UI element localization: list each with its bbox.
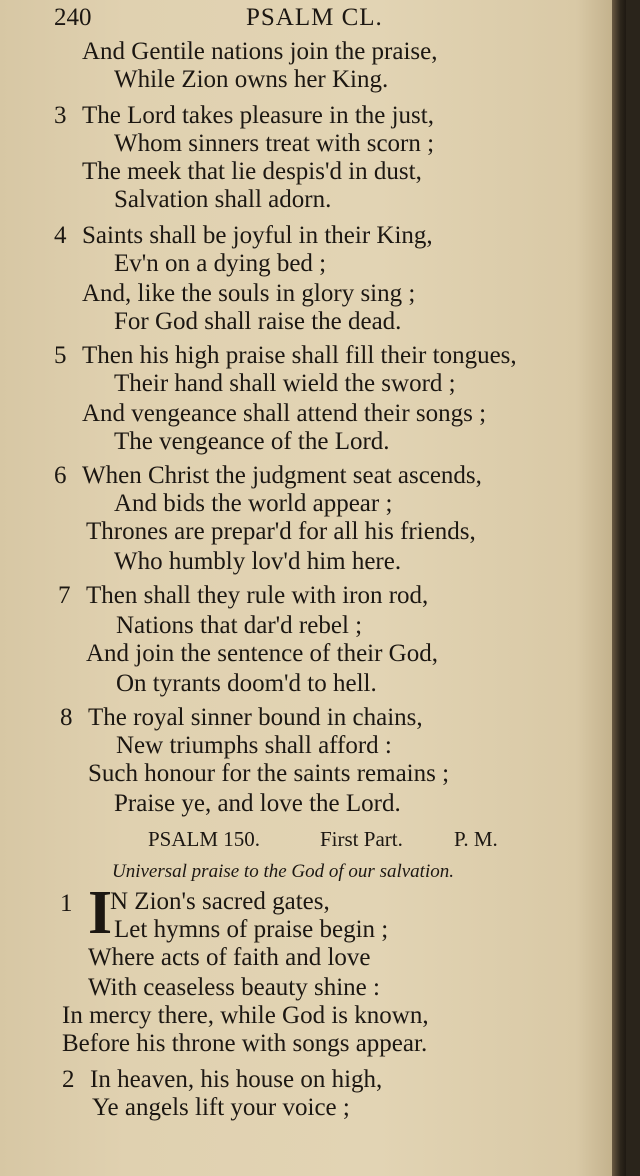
verse-line: In heaven, his house on high, (90, 1066, 383, 1093)
verse-line: On tyrants doom'd to hell. (116, 670, 377, 697)
verse-line: The royal sinner bound in chains, (88, 704, 423, 731)
verse-line: Praise ye, and love the Lord. (114, 790, 401, 817)
verse-number: 6 (54, 462, 67, 489)
verse-line: In mercy there, while God is known, (62, 1002, 429, 1029)
verse-line: And Gentile nations join the praise, (82, 38, 438, 65)
verse-line: Ye angels lift your voice ; (92, 1094, 350, 1121)
page-number: 240 (54, 4, 92, 31)
verse-line: The vengeance of the Lord. (114, 428, 390, 455)
verse-line: Before his throne with songs appear. (62, 1030, 428, 1057)
verse-line: The meek that lie despis'd in dust, (82, 158, 422, 185)
drop-cap: I (88, 879, 113, 947)
verse-line: Saints shall be joyful in their King, (82, 222, 433, 249)
psalm-subtitle: Universal praise to the God of our salvation. (112, 861, 454, 882)
verse-line: New triumphs shall afford : (116, 732, 392, 759)
psalm-heading-part: First Part. (320, 827, 403, 851)
verse-line: Thrones are prepar'd for all his friends, (86, 518, 476, 545)
verse-number: 3 (54, 102, 67, 129)
verse-line: Nations that dar'd rebel ; (116, 612, 363, 639)
verse-line: Where acts of faith and love (88, 944, 371, 971)
verse-number: 8 (60, 704, 73, 731)
verse-line: Who humbly lov'd him here. (114, 548, 402, 575)
verse-line: When Christ the judgment seat ascends, (82, 462, 482, 489)
verse-number: 2 (62, 1066, 75, 1093)
running-title: PSALM CL. (246, 4, 383, 31)
verse-line: With ceaseless beauty shine : (88, 974, 380, 1001)
verse-line: The Lord takes pleasure in the just, (82, 102, 434, 129)
verse-line: Such honour for the saints remains ; (88, 760, 450, 787)
verse-line: For God shall raise the dead. (114, 308, 402, 335)
verse-line: And bids the world appear ; (114, 490, 393, 517)
page-edge (612, 0, 626, 1176)
verse-line: Whom sinners treat with scorn ; (114, 130, 435, 157)
verse-line: Their hand shall wield the sword ; (114, 370, 456, 397)
psalm-heading-meter: P. M. (454, 827, 498, 851)
verse-line: N Zion's sacred gates, (110, 888, 330, 915)
verse-line: Then his high praise shall fill their tongues, (82, 342, 517, 369)
verse-number: 7 (58, 582, 71, 609)
verse-line: And join the sentence of their God, (86, 640, 438, 667)
verse-number: 5 (54, 342, 67, 369)
verse-line: While Zion owns her King. (114, 66, 389, 93)
verse-line: Let hymns of praise begin ; (114, 916, 389, 943)
verse-line: And vengeance shall attend their songs ; (82, 400, 487, 427)
psalm-heading-title: PSALM 150. (148, 827, 261, 851)
verse-line: And, like the souls in glory sing ; (82, 280, 416, 307)
verse-line: Ev'n on a dying bed ; (114, 250, 327, 277)
verse-number: 4 (54, 222, 67, 249)
verse-line: Then shall they rule with iron rod, (86, 582, 429, 609)
verse-number: 1 (60, 890, 73, 917)
verse-line: Salvation shall adorn. (114, 186, 332, 213)
